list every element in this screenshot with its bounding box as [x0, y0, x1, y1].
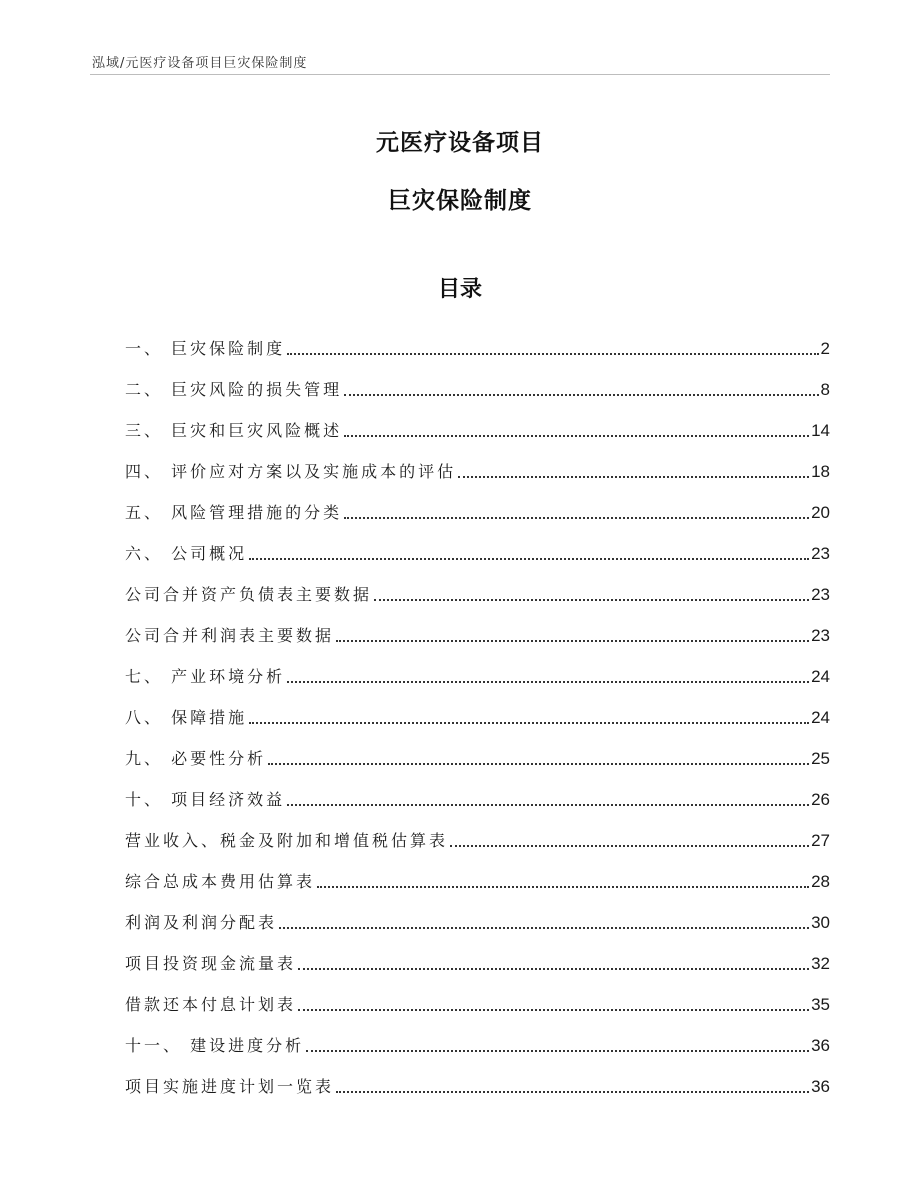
dot-leader: [336, 640, 809, 642]
dot-leader: [374, 599, 809, 601]
toc-entry-page: 23: [811, 626, 830, 645]
toc-entry-page: 2: [820, 339, 830, 358]
toc-entry[interactable]: [125, 527, 830, 568]
toc-entry[interactable]: [125, 978, 830, 1019]
toc-heading: 目录: [437, 277, 482, 302]
dot-leader: [287, 681, 809, 683]
running-header: 泓域/元医疗设备项目巨灾保险制度: [92, 56, 308, 71]
toc-entry[interactable]: [125, 896, 830, 937]
toc-entry[interactable]: [125, 1019, 830, 1060]
toc-entry-label: 十一、 建设进度分析: [125, 1036, 305, 1055]
dot-leader: [249, 722, 809, 724]
toc-entry-label: 借款还本付息计划表: [125, 995, 297, 1014]
toc-entry-page: 24: [811, 708, 830, 727]
toc-entry-label: 五、 风险管理措施的分类: [125, 503, 343, 522]
toc-entry[interactable]: [125, 855, 830, 896]
toc-entry-label: 营业收入、税金及附加和增值税估算表: [125, 831, 449, 850]
toc-entry-label: 项目投资现金流量表: [125, 954, 297, 973]
toc-entry-page: 8: [820, 380, 830, 399]
toc-entry[interactable]: [125, 937, 830, 978]
dot-leader: [279, 927, 809, 929]
toc-entry-page: 25: [811, 749, 830, 768]
toc-entry[interactable]: [125, 814, 830, 855]
toc-entry-label: 九、 必要性分析: [125, 749, 267, 768]
toc-entry-page: 32: [811, 954, 830, 973]
dot-leader: [317, 886, 809, 888]
toc-entry-label: 七、 产业环境分析: [125, 667, 286, 686]
toc-entry[interactable]: [125, 609, 830, 650]
dot-leader: [306, 1050, 809, 1052]
toc-entry[interactable]: [125, 363, 830, 404]
toc-entry-page: 23: [811, 544, 830, 563]
dot-leader: [287, 353, 818, 355]
toc-entry-label: 二、 巨灾风险的损失管理: [125, 380, 343, 399]
toc-entry[interactable]: [125, 404, 830, 445]
dot-leader: [298, 968, 809, 970]
toc-entry-label: 综合总成本费用估算表: [125, 872, 316, 891]
toc-entry[interactable]: [125, 1060, 830, 1101]
dot-leader: [344, 435, 809, 437]
toc-entry-page: 27: [811, 831, 830, 850]
dot-leader: [450, 845, 809, 847]
toc-entry-page: 30: [811, 913, 830, 932]
toc-entry[interactable]: [125, 568, 830, 609]
toc-entry-page: 18: [811, 462, 830, 481]
toc-entry-label: 项目实施进度计划一览表: [125, 1077, 335, 1096]
toc-entry-label: 六、 公司概况: [125, 544, 248, 563]
toc-entry[interactable]: [125, 773, 830, 814]
dot-leader: [287, 804, 809, 806]
toc-entry[interactable]: [125, 486, 830, 527]
dot-leader: [336, 1091, 809, 1093]
toc-entry[interactable]: [125, 650, 830, 691]
toc-entry-label: 利润及利润分配表: [125, 913, 278, 932]
dot-leader: [298, 1009, 809, 1011]
toc-entry[interactable]: [125, 322, 830, 363]
document-title: 元医疗设备项目: [376, 130, 544, 156]
toc-entry-label: 八、 保障措施: [125, 708, 248, 727]
toc-entry-label: 公司合并资产负债表主要数据: [125, 585, 373, 604]
toc-entry-page: 24: [811, 667, 830, 686]
dot-leader: [344, 517, 809, 519]
toc-entry-label: 一、 巨灾保险制度: [125, 339, 286, 358]
toc-entry-page: 28: [811, 872, 830, 891]
header-divider: [90, 74, 830, 75]
dot-leader: [268, 763, 809, 765]
toc-entry-label: 十、 项目经济效益: [125, 790, 286, 809]
toc-entry-page: 23: [811, 585, 830, 604]
dot-leader: [344, 394, 818, 396]
dot-leader: [249, 558, 809, 560]
dot-leader: [458, 476, 809, 478]
toc-entry[interactable]: [125, 691, 830, 732]
document-subtitle: 巨灾保险制度: [388, 188, 532, 214]
toc-entry-page: 26: [811, 790, 830, 809]
toc-entry[interactable]: [125, 732, 830, 773]
toc-entry-label: 三、 巨灾和巨灾风险概述: [125, 421, 343, 440]
table-of-contents: [125, 322, 830, 1101]
toc-entry-page: 36: [811, 1036, 830, 1055]
toc-entry[interactable]: [125, 445, 830, 486]
toc-entry-page: 14: [811, 421, 830, 440]
toc-entry-label: 公司合并利润表主要数据: [125, 626, 335, 645]
toc-entry-page: 20: [811, 503, 830, 522]
toc-entry-page: 35: [811, 995, 830, 1014]
toc-entry-label: 四、 评价应对方案以及实施成本的评估: [125, 462, 457, 481]
toc-entry-page: 36: [811, 1077, 830, 1096]
